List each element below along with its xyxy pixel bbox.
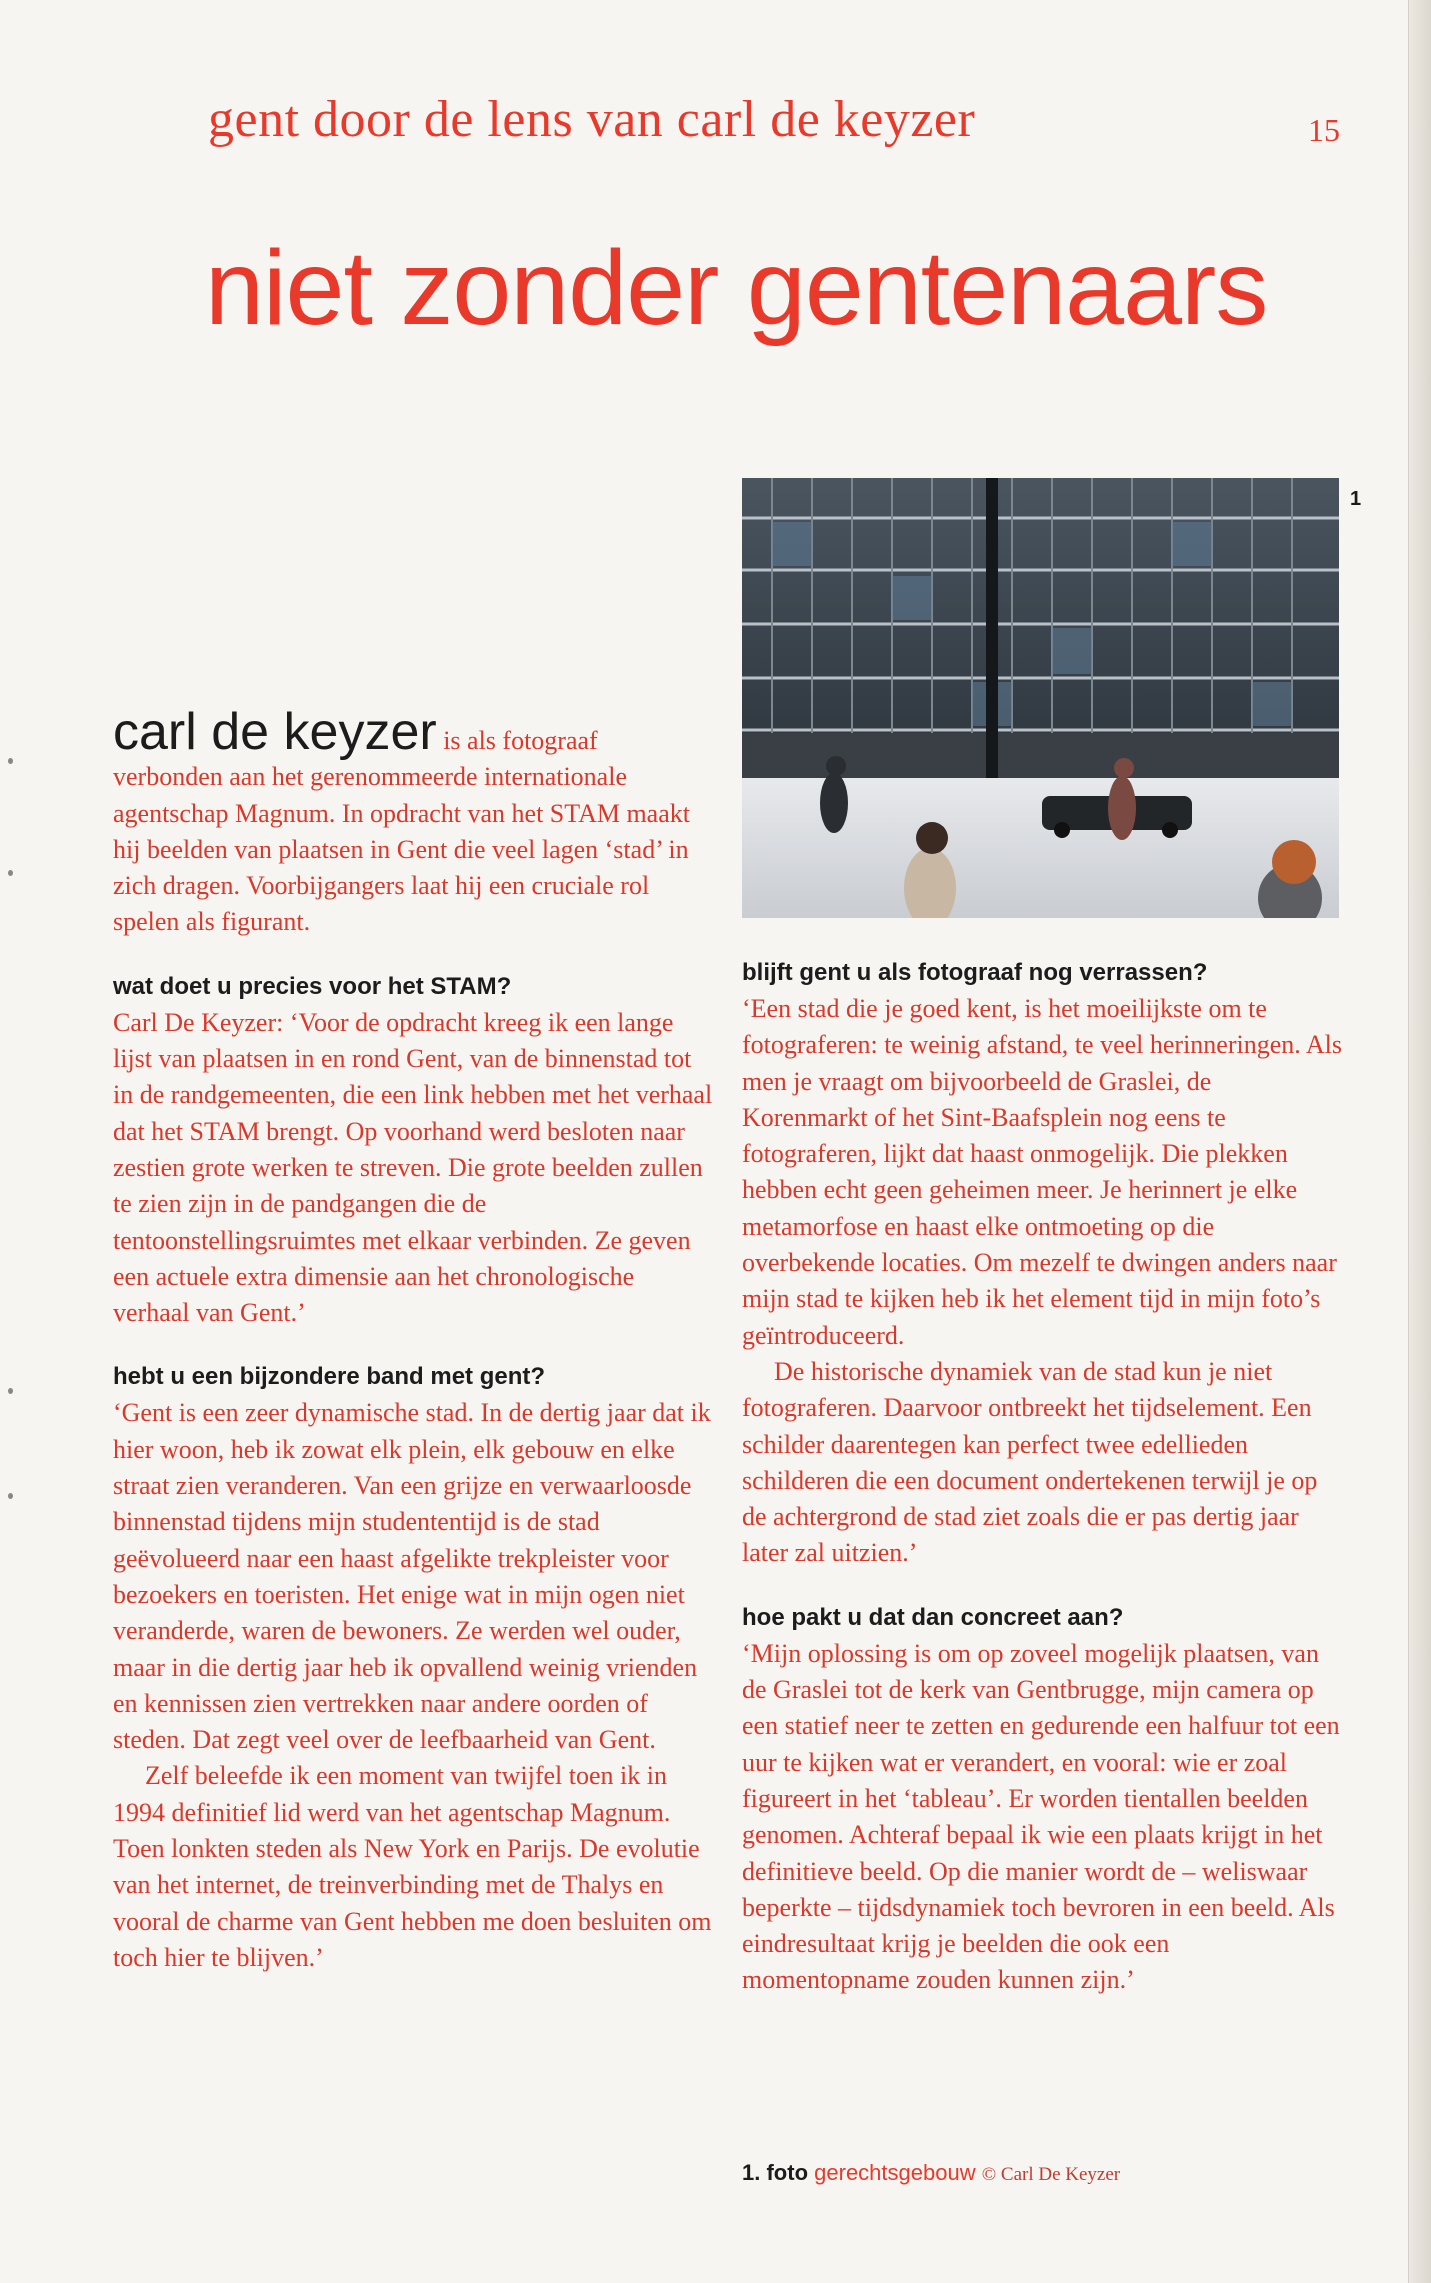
answer-paragraph: ‘Gent is een zeer dynamische stad. In de dertig jaar dat ik hier woon, heb ik zowat elk plein, elk gebouw en elke straat zien veranderen. Van een grijze en verwaarloosde binnenstad tijdens mijn studententijd is de stad geëvolueerd naar een haast afgelikte trekpleister voor bezoekers en toeristen. Het enige wat in mijn ogen niet veranderde, waren de bewoners. Ze werden wel ouder, maar in die dertig jaar heb ik opvallend weinig vrienden en kennissen zien vertrekken naar andere oorden of steden. Dat zegt veel over de leefbaarheid van Gent. xyxy=(113,1398,711,1755)
caption-credit: © Carl De Keyzer xyxy=(981,2164,1121,2185)
photo-number: 1 xyxy=(1350,488,1362,510)
photo-courthouse xyxy=(742,478,1339,918)
spacer xyxy=(113,941,713,969)
margin-dot xyxy=(8,1493,13,1499)
question-heading: hoe pakt u dat dan concreet aan? xyxy=(742,1603,1124,1631)
margin-dot xyxy=(8,1388,13,1394)
caption-title: gerechtsgebouw xyxy=(814,2160,976,2185)
question-heading: blijft gent u als fotograaf nog verrassen? xyxy=(742,959,1208,986)
answer-paragraph: Carl De Keyzer: ‘Voor de opdracht kreeg ik een lange lijst van plaatsen in en rond Gent, van de binnenstad tot in de randgemeenten, die een link hebben met het verhaal dat het STAM brengt. Op voorhand werd besloten naar zestien grote werken te streven. Die grote beelden zullen te zien zijn in de pandgangen die de tentoonstellingsruimtes met elkaar verbinden. Ze geven een actuele extra dimensie aan het chronologische verhaal van Gent.’ xyxy=(113,1007,713,1328)
answer-paragraph: De historische dynamiek van de stad kun je niet fotograferen. Daarvoor ontbreekt het tijdselement. Een schilder daarentegen kan perfect twee edellieden schilderen die een document ondertekenen terwijl je op de achtergrond de stad ziet zoals die er pas dertig jaar later zal uitzien.’ xyxy=(742,1356,1318,1568)
answer-paragraph: ‘Een stad die je goed kent, is het moeilijkste om te fotograferen: te weinig afstand, te veel herinneringen. Als men je vraagt om bijvoorbeeld de Graslei, de Korenmarkt of het Sint-Baafsplein nog eens te fotograferen, lijkt dat haast onmogelijk. Die plekken hebben echt geen geheimen meer. Je herinnert je elke metamorfose en haast elke ontmoeting op die overbekende locaties. Om mezelf te dwingen anders naar mijn stad te kijken heb ik het element tijd in mijn foto’s geïntroduceerd. xyxy=(742,994,1342,1350)
spacer xyxy=(113,1331,713,1359)
headline: niet zonder gentenaars xyxy=(205,229,1268,347)
photo-caption xyxy=(742,2160,1120,2186)
margin-dot xyxy=(8,870,13,876)
spacer xyxy=(742,1572,1342,1600)
question-heading: wat doet u precies voor het STAM? xyxy=(113,972,512,1000)
answer-paragraph: Zelf beleefde ik een moment van twijfel toen ik in 1994 definitief lid werd van het agentschap Magnum. Toen lonkten steden als New York en Parijs. De evolutie van het internet, de treinverbinding met de Thalys en vooral de charme van Gent hebben me doen besluiten om toch hier te blijven.’ xyxy=(113,1761,712,1972)
photo-illustration xyxy=(742,478,1339,918)
page-edge xyxy=(1408,0,1431,2283)
answer-paragraph: ‘Mijn oplossing is om op zoveel mogelijk plaatsen, van de Graslei tot de kerk van Gentbrugge, mijn camera op een statief neer te zetten en gedurende een halfuur tot een uur te kijken wat er verandert, en vooral: wie er zoal figureert in het ‘tableau’. Er worden tientallen beelden genomen. Achteraf bepaal ik wie een plaats krijgt in het definitieve beeld. Op die manier wordt de – weliswaar beperkte – tijdsdynamiek toch bevroren in een beeld. Als eindresultaat krijg je beelden die ook een momentopname zouden kunnen zijn.’ xyxy=(742,1638,1340,1995)
page-number: 15 xyxy=(1308,112,1340,148)
kicker: gent door de lens van carl de keyzer xyxy=(208,91,976,148)
intro-text: is als fotograaf verbonden aan het gerenommeerde internationale agentschap Magnum. In opdracht van het STAM maakt hij beelden van plaatsen in Gent die veel lagen ‘stad’ in zich dragen. Voorbijgangers laat hij een cruciale rol spelen als figurant. xyxy=(113,726,690,937)
caption-number: 1. xyxy=(742,2160,761,2185)
author-name: carl de keyzer xyxy=(113,703,437,761)
question-heading: hebt u een bijzondere band met gent? xyxy=(113,1363,546,1391)
intro-paragraph xyxy=(113,703,713,941)
caption-label: foto xyxy=(766,2160,809,2185)
column-left xyxy=(113,703,713,1976)
margin-dot xyxy=(8,758,13,764)
column-right xyxy=(742,955,1342,1999)
